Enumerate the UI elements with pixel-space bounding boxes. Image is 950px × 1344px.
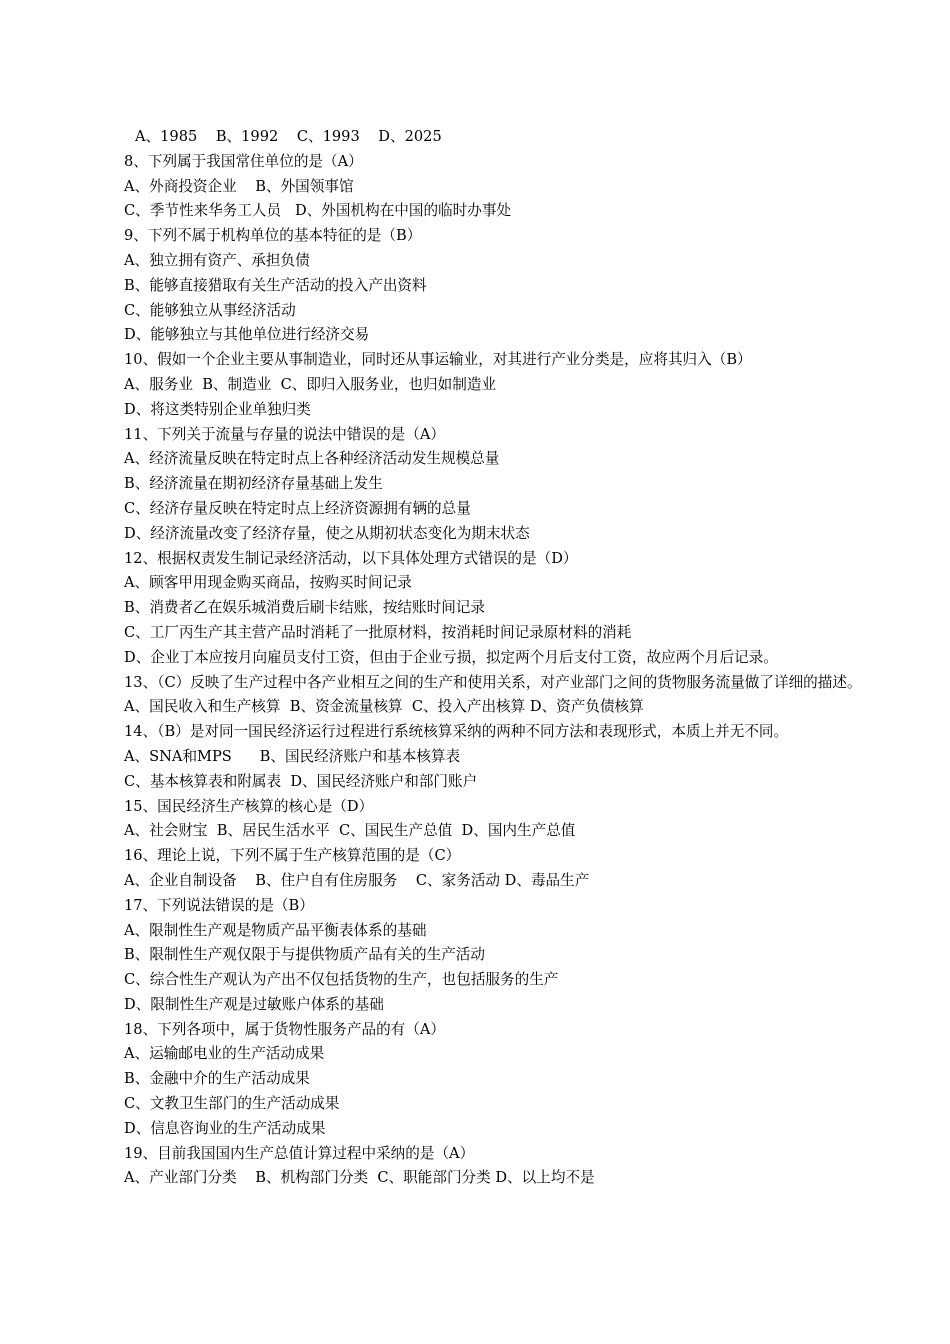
text-line: D、信息咨询业的生产活动成果 [124, 1119, 326, 1137]
text-line: B、限制性生产观仅限于与提供物质产品有关的生产活动 [124, 946, 485, 964]
text-line: D、企业丁本应按月向雇员支付工资，但由于企业亏损，拟定两个月后支付工资，故应两个月后记录。 [124, 648, 778, 666]
text-line: A、限制性生产观是物质产品平衡表体系的基础 [124, 921, 427, 939]
text-line: A、经济流量反映在特定时点上各种经济活动发生规模总量 [124, 450, 500, 468]
text-line: A、社会财宝 B、居民生活水平 C、国民生产总值 D、国内生产总值 [124, 822, 576, 840]
question-16: 16、理论上说，下列不属于生产核算范围的是（C） [124, 847, 461, 865]
question-12: 12、根据权责发生制记录经济活动，以下具体处理方式错误的是（D） [124, 549, 578, 567]
text-line: C、文教卫生部门的生产活动成果 [124, 1095, 340, 1113]
text-line: A、1985 B、1992 C、1993 D、2025 [135, 128, 442, 145]
text-line: B、经济流量在期初经济存量基础上发生 [124, 475, 383, 493]
text-line: C、经济存量反映在特定时点上经济资源拥有辆的总量 [124, 499, 471, 517]
question-18: 18、下列各项中，属于货物性服务产品的有（A） [124, 1020, 445, 1038]
text-line: C、季节性来华务工人员 D、外国机构在中国的临时办事处 [124, 202, 512, 220]
document-page [124, 125, 924, 1191]
text-line: A、服务业 B、制造业 C、即归入服务业，也归如制造业 [124, 375, 497, 393]
question-11: 11、下列关于流量与存量的说法中错误的是（A） [124, 425, 445, 443]
question-19: 19、目前我国国内生产总值计算过程中采纳的是（A） [124, 1144, 475, 1162]
text-line: A、运输邮电业的生产活动成果 [124, 1045, 325, 1063]
text-line: C、综合性生产观认为产出不仅包括货物的生产，也包括服务的生产 [124, 971, 559, 989]
text-line: B、金融中介的生产活动成果 [124, 1070, 310, 1088]
question-13: 13、（C）反映了生产过程中各产业相互之间的生产和使用关系，对产业部门之间的货物服务流量做了详细的描述。 [124, 673, 862, 691]
text-line: D、经济流量改变了经济存量，使之从期初状态变化为期末状态 [124, 524, 530, 542]
text-line: D、限制性生产观是过敏账户体系的基础 [124, 995, 384, 1013]
text-line: A、独立拥有资产、承担负债 [124, 251, 310, 269]
question-14: 14、（B）是对同一国民经济运行过程进行系统核算采纳的两种不同方法和表现形式，本质上并无不同。 [124, 723, 789, 741]
text-line: A、外商投资企业 B、外国领事馆 [124, 177, 354, 195]
text-line: A、产业部门分类 B、机构部门分类 C、职能部门分类 D、以上均不是 [124, 1169, 595, 1187]
text-line: B、能够直接猎取有关生产活动的投入产出资料 [124, 276, 427, 294]
text-line: B、消费者乙在娱乐城消费后刷卡结账，按结账时间记录 [124, 599, 485, 617]
text-line: A、顾客甲用现金购买商品，按购买时间记录 [124, 574, 412, 592]
question-8: 8、下列属于我国常住单位的是（A） [124, 152, 363, 170]
text-line: A、企业自制设备 B、住户自有住房服务 C、家务活动 D、毒品生产 [124, 871, 590, 889]
text-line: C、基本核算表和附属表 D、国民经济账户和部门账户 [124, 772, 478, 790]
text-line: A、国民收入和生产核算 B、资金流量核算 C、投入产出核算 D、资产负债核算 [124, 698, 644, 716]
text-line: D、将这类特别企业单独归类 [124, 400, 311, 418]
question-10: 10、假如一个企业主要从事制造业，同时还从事运输业，对其进行产业分类是，应将其归入（B） [124, 351, 752, 369]
question-17: 17、下列说法错误的是（B） [124, 896, 314, 914]
text-line: C、能够独立从事经济活动 [124, 301, 296, 319]
text-line: D、能够独立与其他单位进行经济交易 [124, 326, 370, 344]
question-15: 15、国民经济生产核算的核心是（D） [124, 797, 374, 815]
text-line: A、SNA和MPS B、国民经济账户和基本核算表 [124, 747, 461, 765]
text-line: C、工厂丙生产其主营产品时消耗了一批原材料，按消耗时间记录原材料的消耗 [124, 623, 632, 641]
question-9: 9、下列不属于机构单位的基本特征的是（B） [124, 227, 422, 245]
